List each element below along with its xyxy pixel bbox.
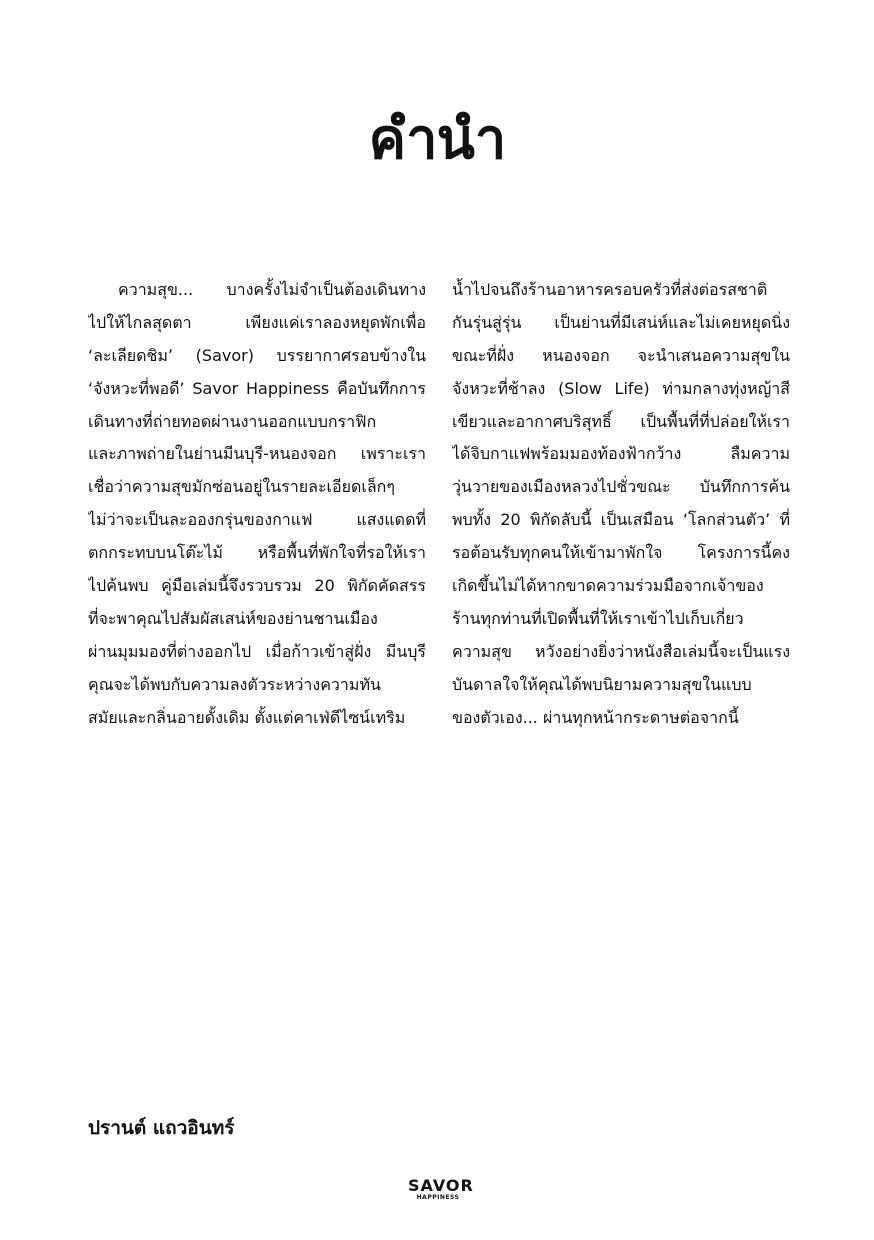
paragraph-line: พบทั้ง 20 พิกัดลับนี้ เป็นเสมือน ‘โลกส่วนตัว’ ที่: [452, 510, 790, 530]
paragraph-line: เชื่อว่าความสุขมักซ่อนอยู่ในรายละเอียดเล็กๆ: [88, 477, 395, 497]
paragraph-line: จังหวะที่ช้าลง (Slow Life) ท่ามกลางทุ่งหญ้าสี: [452, 378, 790, 398]
logo-main-text: SAVOR: [408, 1176, 474, 1195]
paragraph-line: เกิดขึ้นไม่ได้หากขาดความร่วมมือจากเจ้าของ: [452, 576, 764, 596]
paragraph-line: กันรุ่นสู่รุ่น เป็นย่านที่มีเสน่ห์และไม่เคยหยุดนิ่ง: [452, 312, 790, 332]
paragraph-line: ความสุข... บางครั้งไม่จำเป็นต้องเดินทาง: [118, 280, 426, 299]
paragraph-line: ร้านทุกท่านที่เปิดพื้นที่ให้เราเข้าไปเก็บเกี่ยว: [452, 608, 744, 628]
paragraph-line: ไปให้ไกลสุดตา เพียงแค่เราลองหยุดพักเพื่อ: [88, 312, 426, 332]
paragraph-line: ขณะที่ฝั่ง หนองจอก จะนำเสนอความสุขใน: [452, 345, 790, 365]
paragraph-line: ตกกระทบบนโต๊ะไม้ หรือพื้นที่พักใจที่รอให้เรา: [88, 543, 426, 563]
page-title: คำนำ: [368, 107, 506, 172]
paragraph-line: รอต้อนรับทุกคนให้เข้ามาพักใจ โครงการนี้คง: [452, 543, 790, 563]
paragraph-line: ไปค้นพบ คู่มือเล่มนี้จึงรวบรวม 20 พิกัดคัดสรร: [88, 576, 426, 596]
paragraph-line: ‘จังหวะที่พอดี’ Savor Happiness คือบันทึกการ: [88, 378, 426, 398]
preface-column-right: [452, 274, 790, 734]
paragraph-line: เขียวและอากาศบริสุทธิ์ เป็นพื้นที่ที่ปล่อยให้เรา: [452, 411, 790, 431]
savor-happiness-logo: [408, 1176, 474, 1202]
paragraph-line: สมัยและกลิ่นอายดั้งเดิม ตั้งแต่คาเฟ่ดีไซน์เทริม: [88, 707, 406, 727]
paragraph-line: น้ำไปจนถึงร้านอาหารครอบครัวที่ส่งต่อรสชาติ: [452, 280, 768, 299]
logo-sub-text: HAPPINESS: [416, 1194, 460, 1201]
paragraph-line: ‘ละเลียดชิม’ (Savor) บรรยากาศรอบข้างใน: [88, 345, 426, 365]
paragraph-line: ผ่านมุมมองที่ต่างออกไป เมื่อก้าวเข้าสู่ฝั่ง มีนบุรี: [88, 641, 426, 661]
paragraph-line: วุ่นวายของเมืองหลวงไปชั่วขณะ บันทึกการค้น: [452, 477, 790, 497]
paragraph-line: ของตัวเอง... ผ่านทุกหน้ากระดาษต่อจากนี้: [452, 707, 739, 727]
paragraph-line: ไม่ว่าจะเป็นละอองกรุ่นของกาแฟ แสงแดดที่: [88, 510, 426, 530]
paragraph-line: ที่จะพาคุณไปสัมผัสเสน่ห์ของย่านชานเมือง: [88, 608, 378, 628]
paragraph-line: บันดาลใจให้คุณได้พบนิยามความสุขในแบบ: [452, 674, 752, 694]
paragraph-line: ได้จิบกาแฟพร้อมมองท้องฟ้ากว้าง ลืมความ: [452, 444, 790, 464]
paragraph-line: เดินทางที่ถ่ายทอดผ่านงานออกแบบกราฟิก: [88, 411, 377, 431]
paragraph-line: คุณจะได้พบกับความลงตัวระหว่างความทัน: [88, 674, 381, 694]
preface-column-left: [88, 274, 426, 734]
author-name: ปรานต์ แถวอินทร์: [88, 1117, 235, 1139]
paragraph-line: ความสุข หวังอย่างยิ่งว่าหนังสือเล่มนี้จะเป็นแรง: [452, 641, 790, 661]
paragraph-line: และภาพถ่ายในย่านมีนบุรี-หนองจอก เพราะเรา: [88, 444, 426, 464]
